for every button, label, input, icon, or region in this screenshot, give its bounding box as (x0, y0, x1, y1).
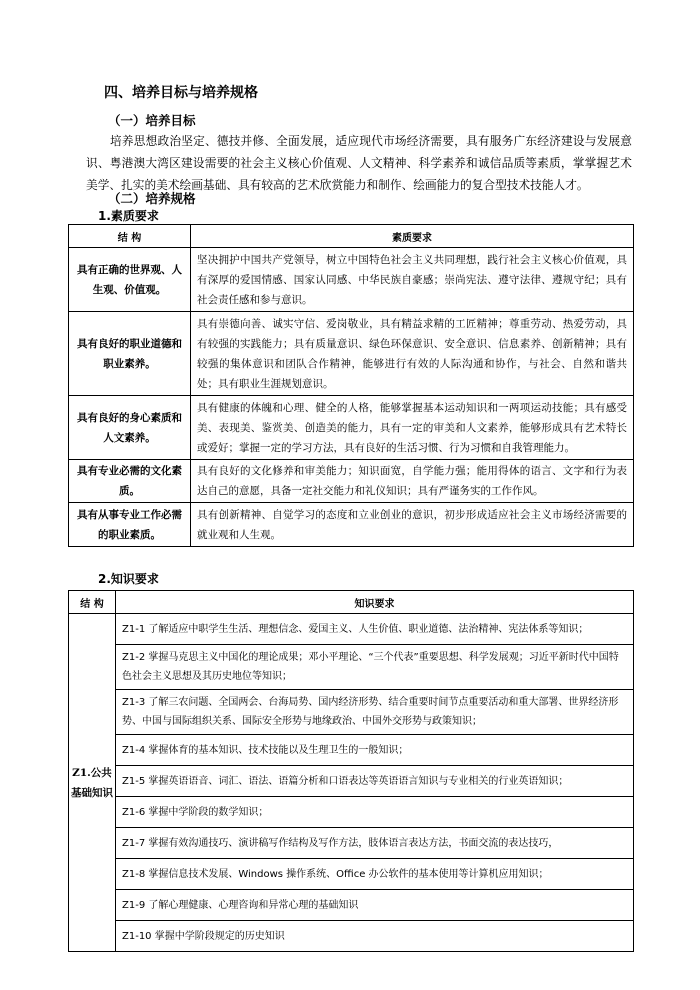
knowledge-item: Z1-5 掌握英语语音、词汇、语法、语篇分析和口语表达等英语语言知识与专业相关的行业英语知识； (116, 766, 634, 797)
knowledge-item: Z1-8 掌握信息技术发展、Windows 操作系统、Office 办公软件的基本使用等计算机应用知识； (116, 859, 634, 890)
knowledge-item: Z1-9 了解心理健康、心理咨询和异常心理的基础知识 (116, 890, 634, 921)
table-row (69, 503, 634, 547)
knowledge-group-label: Z1.公共基础知识 (69, 614, 116, 952)
table-row (69, 921, 634, 952)
knowledge-table (68, 590, 634, 952)
quality-label: 具有正确的世界观、人生观、价值观。 (69, 248, 191, 312)
quality-text: 具有崇德向善、诚实守信、爱岗敬业，具有精益求精的工匠精神；尊重劳动、热爱劳动，具有较强的实践能力；具有质量意识、绿色环保意识、安全意识、信息素养、创新精神；具有较强的集体意识和团队合作精神，能够进行有效的人际沟通和协作，与社会、自然和谐共处；具有职业生涯规划意识。 (191, 312, 634, 396)
knowledge-item: Z1-3 了解三农问题、全国两会、台海局势、国内经济形势、结合重要时间节点重要活动和重大部署、世界经济形势、中国与国际组织关系、国际安全形势与地缘政治、中国外交形势与政策知识； (116, 690, 634, 735)
goal-heading: （一）培养目标 (108, 113, 196, 128)
knowledge-table-header (69, 591, 634, 614)
spec-heading: （二）培养规格 (108, 191, 196, 206)
knowledge-item: Z1-2 掌握马克思主义中国化的理论成果；邓小平理论、“三个代表”重要思想、科学发展观；习近平新时代中国特色社会主义思想及其历史地位等知识； (116, 645, 634, 690)
table-row (69, 248, 634, 312)
knowledge-item: Z1-1 了解适应中职学生生活、理想信念、爱国主义、人生价值、职业道德、法治精神、宪法体系等知识； (116, 614, 634, 645)
table-row (69, 890, 634, 921)
quality-text: 具有健康的体魄和心理、健全的人格，能够掌握基本运动知识和一两项运动技能；具有感受美、表现美、鉴赏美、创造美的能力，具有一定的审美和人文素养，能够形成具有艺术特长或爱好；掌握一定的学习方法，具有良好的生活习惯、行为习惯和自我管理能力。 (191, 396, 634, 460)
quality-heading: 1.素质要求 (98, 209, 159, 223)
table-row (69, 645, 634, 690)
quality-table (68, 224, 634, 547)
table-row (69, 859, 634, 890)
knowledge-item: Z1-7 掌握有效沟通技巧、演讲稿写作结构及写作方法，肢体语言表达方法，书面交流的表达技巧， (116, 828, 634, 859)
table-row (69, 312, 634, 396)
quality-text: 具有良好的文化修养和审美能力；知识面宽，自学能力强；能用得体的语言、文字和行为表达自己的意愿，具备一定社交能力和礼仪知识；具有严谨务实的工作作风。 (191, 460, 634, 503)
quality-col-structure: 结 构 (69, 225, 191, 248)
quality-text: 坚决拥护中国共产党领导，树立中国特色社会主义共同理想，践行社会主义核心价值观，具有深厚的爱国情感、国家认同感、中华民族自豪感；崇尚宪法、遵守法律、遵规守纪；具有社会责任感和参与意识。 (191, 248, 634, 312)
table-row (69, 735, 634, 766)
table-row (69, 396, 634, 460)
quality-table-header (69, 225, 634, 248)
table-row (69, 766, 634, 797)
knowledge-col-structure: 结 构 (69, 591, 116, 614)
quality-text: 具有创新精神、自觉学习的态度和立业创业的意识，初步形成适应社会主义市场经济需要的就业观和人生观。 (191, 503, 634, 547)
section-title: 四、培养目标与培养规格 (104, 85, 258, 101)
goal-paragraph: 培养思想政治坚定、德技并修、全面发展，适应现代市场经济需要，具有服务广东经济建设与发展意识、粤港澳大湾区建设需要的社会主义核心价值观、人文精神、科学素养和诚信品质等素质，掌掌握艺术美学、扎实的美术绘画基础、具有较高的艺术欣赏能力和制作、绘画能力的复合型技术技能人才。 (86, 134, 632, 192)
quality-label: 具有专业必需的文化素质。 (69, 460, 191, 503)
quality-col-requirement: 素质要求 (191, 225, 634, 248)
quality-label: 具有从事专业工作必需的职业素质。 (69, 503, 191, 547)
knowledge-heading: 2.知识要求 (98, 572, 159, 586)
quality-label: 具有良好的职业道德和职业素养。 (69, 312, 191, 396)
table-row (69, 460, 634, 503)
knowledge-item: Z1-4 掌握体育的基本知识、技术技能以及生理卫生的一般知识； (116, 735, 634, 766)
knowledge-col-requirement: 知识要求 (116, 591, 634, 614)
quality-label: 具有良好的身心素质和人文素养。 (69, 396, 191, 460)
table-row (69, 690, 634, 735)
table-row (69, 828, 634, 859)
table-row (69, 614, 634, 645)
knowledge-item: Z1-6 掌握中学阶段的数学知识； (116, 797, 634, 828)
knowledge-item: Z1-10 掌握中学阶段规定的历史知识 (116, 921, 634, 952)
table-row (69, 797, 634, 828)
